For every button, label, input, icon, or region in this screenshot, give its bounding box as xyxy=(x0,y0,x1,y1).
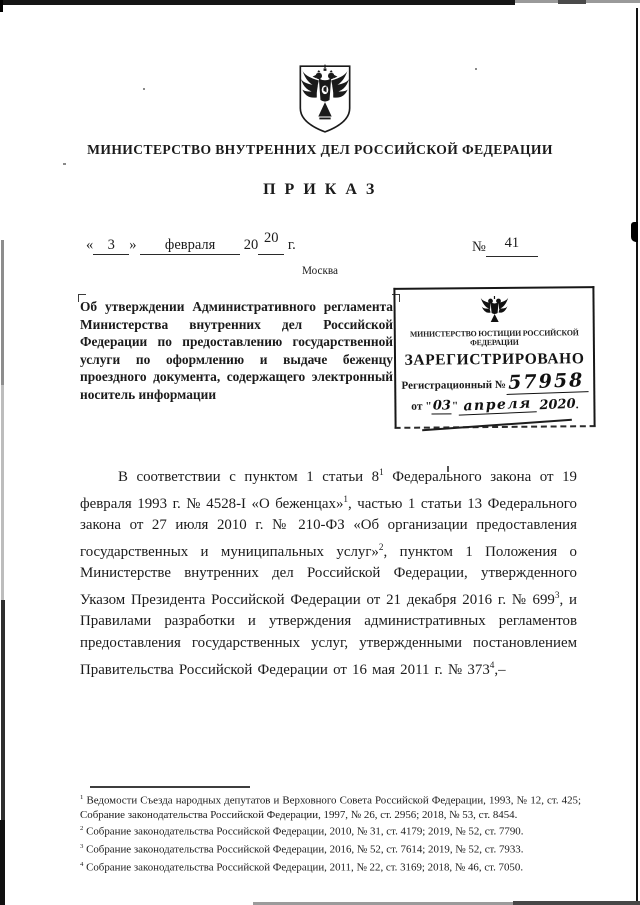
scan-artifact-left-strip-4 xyxy=(1,600,5,820)
year-prefix: 20 xyxy=(243,237,259,253)
order-subject: Об утверждении Административного регламента Министерства внутренних дел Российской Федерации по предоставлению государственной услуги по оформлению и выдаче беженцу проездного документа, содержащего электронный носитель информации xyxy=(80,299,393,402)
footnotes-block xyxy=(80,791,581,875)
scan-speck xyxy=(63,163,66,165)
footnote-4: $^4$ Собрание законодательства Российской Федерации, 2011, № 22, ст. 3169; 2018, № 46, ст. 7050. xyxy=(80,860,524,874)
scan-artifact-bottom-band-dark xyxy=(513,901,640,905)
scan-speck xyxy=(143,88,145,90)
footnote-1: $^1$ Ведомости Съезда народных депутатов и Верховного Совета Российской Федерации, 1993, № 12, ст. 425; Собрание законодательства Российской Федерации, 1997, № 26, ст. 2956; 2018, № 53, ст. 8454. xyxy=(80,794,581,821)
scan-artifact-right-blob xyxy=(631,222,638,242)
stamp-eagle-icon xyxy=(478,292,510,328)
order-preamble-paragraph: В соответствии с пунктом 1 статьи $8^1$ Федерального закона от 19 февраля 1993 г. № 4528-I «О беженцах»$^1$, частью 1 статьи 13 Федерального закона от 27 июля 2010 г. № 210-ФЗ «Об организации предоставления государственных и муниципальных услуг»$^2$, пунктом 1 Положения о Министерстве внутренних дел Российской Федерации, утвержденного Указом Президента Российской Федерации от 21 декабря 2016 г. № $699^3$, и Правилами разработки и утверждения административных регламентов предоставления государственных услуг, утвержденными постановлением Правительства Российской Федерации от 16 мая 2011 г. № $373^4,-$ xyxy=(80,467,577,678)
stamp-month-handwritten: апреля xyxy=(458,395,537,415)
footnote-separator xyxy=(90,786,250,788)
registration-stamp xyxy=(393,286,595,429)
stamp-registered-label: ЗАРЕГИСТРИРОВАНО xyxy=(404,350,585,369)
stamp-registration-number-line xyxy=(401,370,588,395)
date-line xyxy=(86,230,296,255)
day-field: 3 xyxy=(93,237,129,255)
number-sign: № xyxy=(472,239,486,255)
month-field: февраля xyxy=(140,237,240,255)
scan-artifact-left-strip-2 xyxy=(1,240,4,385)
order-number-field: 41 xyxy=(486,239,538,257)
stamp-date-suffix: . xyxy=(575,399,579,412)
stamp-reg-number-handwritten: 57958 xyxy=(505,369,588,395)
stamp-close-quote: " xyxy=(451,400,459,413)
stamp-reg-label: Регистрационный № xyxy=(401,378,506,392)
stamp-ministry-label: МИНИСТЕРСТВО ЮСТИЦИИ РОССИЙСКОЙ ФЕДЕРАЦИИ xyxy=(409,328,579,348)
scan-artifact-top-notch xyxy=(558,0,586,4)
open-quote: « xyxy=(86,237,94,253)
scan-artifact-left-strip-1 xyxy=(0,0,3,12)
footnote-2: $^2$ Собрание законодательства Российской Федерации, 2010, № 31, ст. 4179; 2019, № 52, ст. 7790. xyxy=(80,825,524,839)
year-unit: г. xyxy=(287,237,296,253)
stamp-date-prefix: от xyxy=(411,400,423,413)
ministry-title: МИНИСТЕРСТВО ВНУТРЕННИХ ДЕЛ РОССИЙСКОЙ ФЕДЕРАЦИИ xyxy=(87,142,553,157)
stamp-year-handwritten: 2020 xyxy=(539,396,576,414)
city-label: Москва xyxy=(301,265,339,277)
russia-coat-of-arms-icon xyxy=(292,61,358,135)
footnote-3: $^3$ Собрание законодательства Российской Федерации, 2016, № 52, ст. 7614; 2019, № 52, ст. 7933. xyxy=(80,842,524,856)
close-quote: » xyxy=(129,237,137,253)
document-type-title: П Р И К А З xyxy=(263,181,377,198)
scan-artifact-top-band-right xyxy=(515,0,640,3)
stamp-date-line xyxy=(411,396,578,414)
order-number-line xyxy=(472,235,538,257)
year-field: 20 xyxy=(258,237,284,255)
scan-artifact-left-strip-3 xyxy=(1,385,4,600)
stamp-open-quote: " xyxy=(425,400,432,413)
stamp-day-handwritten: 03 xyxy=(432,398,451,414)
scan-artifact-top-band xyxy=(0,0,515,5)
scan-speck xyxy=(475,68,477,70)
scan-artifact-left-strip-5 xyxy=(0,820,5,905)
